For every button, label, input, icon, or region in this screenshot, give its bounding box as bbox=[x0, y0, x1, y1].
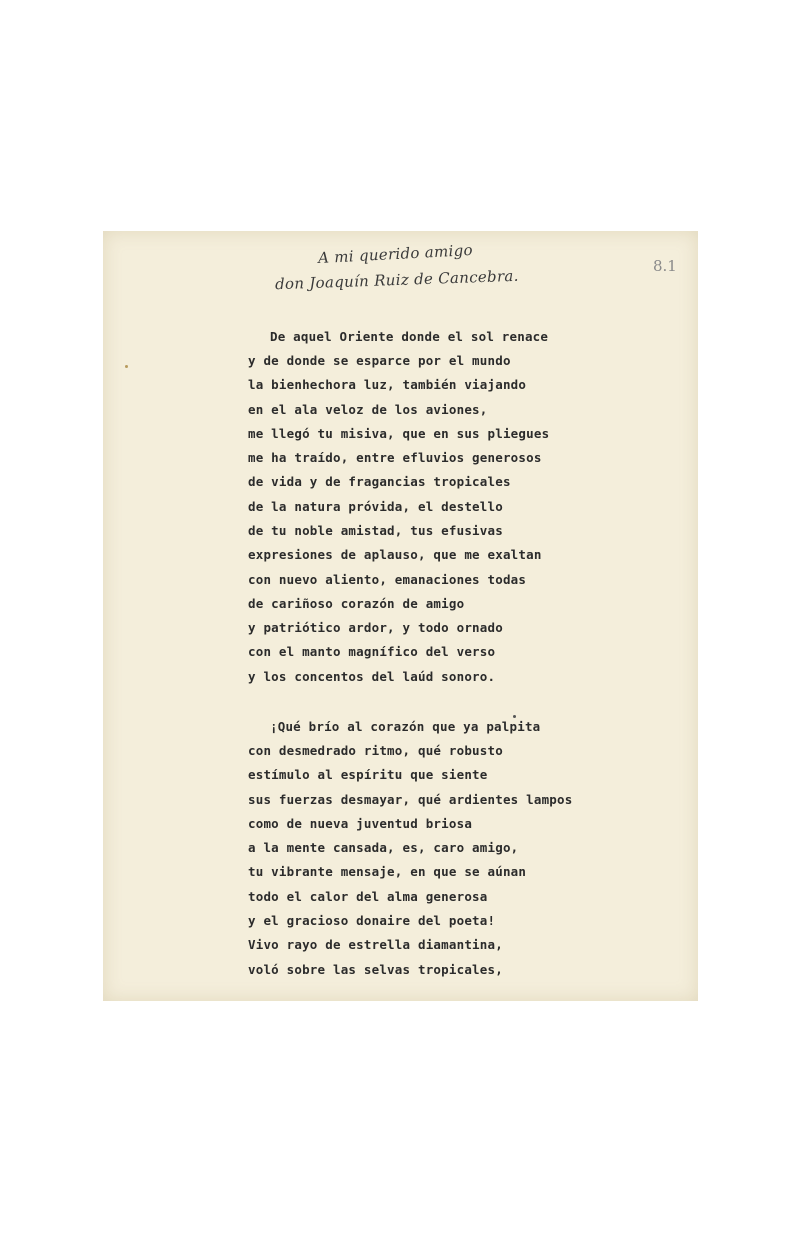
poem-line: Vivo rayo de estrella diamantina, bbox=[248, 937, 503, 952]
poem-line: voló sobre las selvas tropicales, bbox=[248, 962, 503, 977]
paper-speck bbox=[513, 715, 516, 718]
poem-line: de cariñoso corazón de amigo bbox=[248, 596, 465, 611]
poem-line: a la mente cansada, es, caro amigo, bbox=[248, 840, 519, 855]
poem-line: y el gracioso donaire del poeta! bbox=[248, 913, 496, 928]
poem-line: con desmedrado ritmo, qué robusto bbox=[248, 743, 503, 758]
poem-line: me llegó tu misiva, que en sus pliegues bbox=[248, 426, 550, 441]
poem-line: me ha traído, entre efluvios generosos bbox=[248, 450, 542, 465]
poem-line: ¡Qué brío al corazón que ya palpita bbox=[270, 719, 541, 734]
poem-line: y de donde se esparce por el mundo bbox=[248, 353, 511, 368]
poem-line: estímulo al espíritu que siente bbox=[248, 767, 488, 782]
poem-line: y patriótico ardor, y todo ornado bbox=[248, 620, 503, 635]
typed-letter-page bbox=[103, 231, 698, 1001]
poem-line: De aquel Oriente donde el sol renace bbox=[270, 329, 549, 344]
poem-line: de tu noble amistad, tus efusivas bbox=[248, 523, 503, 538]
poem-line: sus fuerzas desmayar, qué ardientes lampos bbox=[248, 792, 573, 807]
poem-line: con nuevo aliento, emanaciones todas bbox=[248, 572, 527, 587]
poem-line: y los concentos del laúd sonoro. bbox=[248, 669, 496, 684]
handwritten-dedication-line1: A mi querido amigo bbox=[317, 240, 474, 268]
poem-line: con el manto magnífico del verso bbox=[248, 644, 496, 659]
poem-line: la bienhechora luz, también viajando bbox=[248, 377, 527, 392]
poem-line: tu vibrante mensaje, en que se aúnan bbox=[248, 864, 527, 879]
poem-line: todo el calor del alma generosa bbox=[248, 889, 488, 904]
page-number: 8.1 bbox=[653, 257, 677, 275]
handwritten-dedication-line2: don Joaquín Ruiz de Cancebra. bbox=[274, 266, 519, 294]
poem-line: como de nueva juventud briosa bbox=[248, 816, 473, 831]
poem-line: expresiones de aplauso, que me exaltan bbox=[248, 547, 542, 562]
poem-line: de vida y de fragancias tropicales bbox=[248, 474, 511, 489]
poem-line: en el ala veloz de los aviones, bbox=[248, 402, 488, 417]
poem-line: de la natura próvida, el destello bbox=[248, 499, 503, 514]
paper-speck bbox=[125, 365, 128, 368]
